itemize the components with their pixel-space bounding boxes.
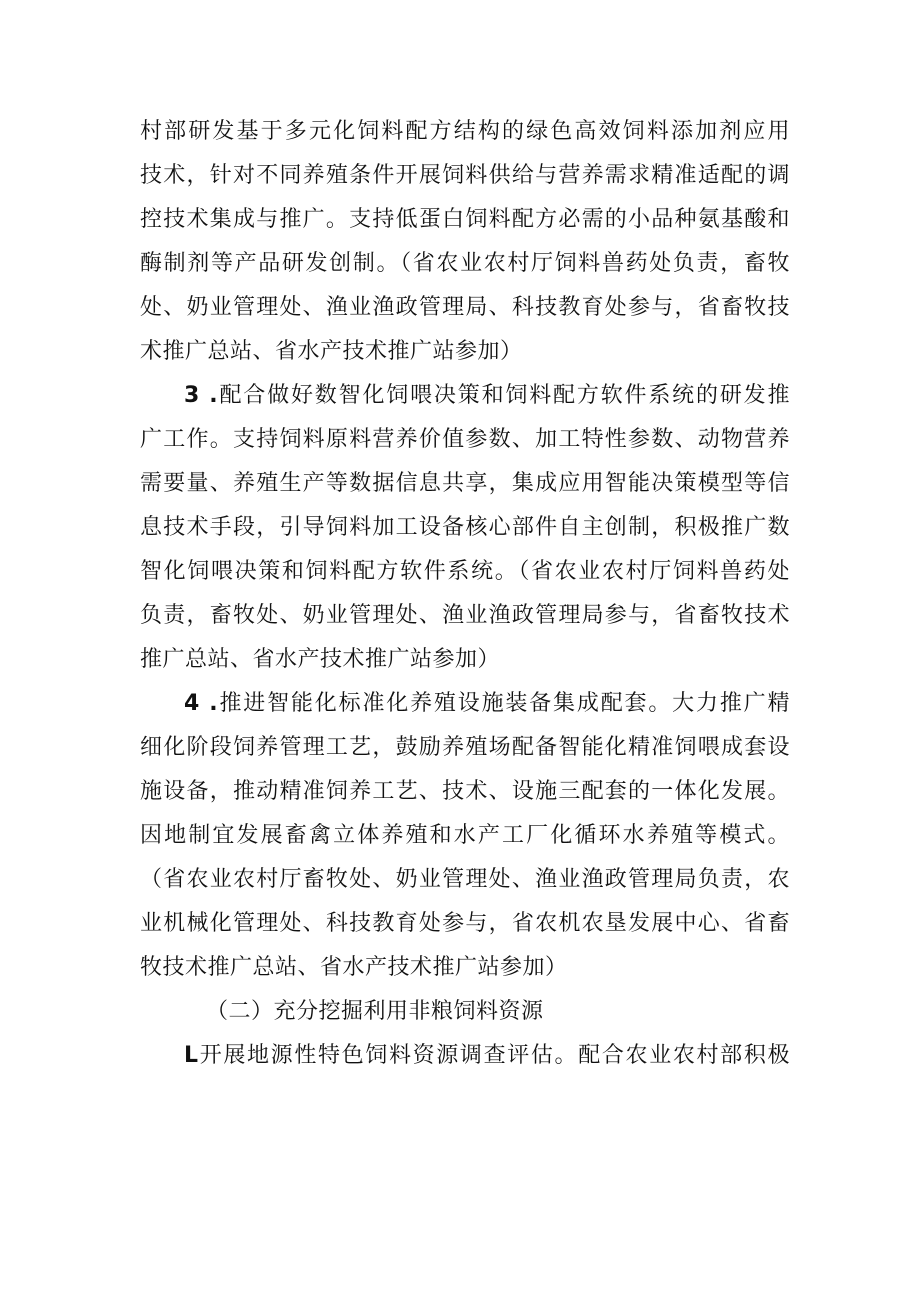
paragraph-line: 细化阶段饲养管理工艺，鼓励养殖场配备智能化精准饲喂成套设	[140, 735, 790, 760]
paragraph-line: 牧技术推广总站、省水产技术推广站参加）	[140, 955, 568, 980]
paragraph-line: 处、奶业管理处、渔业渔政管理局、科技教育处参与，省畜牧技	[140, 295, 790, 320]
section-heading: （二）充分挖掘利用非粮饲料资源	[206, 999, 544, 1024]
item-4-number: 4 .	[184, 691, 219, 716]
paragraph-line: 息技术手段，引导饲料加工设备核心部件自主创制，积极推广数	[140, 515, 790, 540]
paragraph-line: 村部研发基于多元化饲料配方结构的绿色高效饲料添加剂应用	[140, 119, 790, 144]
item-3-first-line	[140, 374, 790, 418]
item-4-first-line	[140, 682, 790, 726]
item-4-text: 推进智能化标准化养殖设施装备集成配套。大力推广精	[218, 691, 790, 716]
document-body	[140, 110, 790, 1078]
item-l-number: L	[184, 1043, 199, 1068]
paragraph-line: 推广总站、省水产技术推广站参加）	[140, 647, 501, 672]
paragraph-line: 广工作。支持饲料原料营养价值参数、加工特性参数、动物营养	[140, 427, 790, 452]
paragraph-line: 控技术集成与推广。支持低蛋白饲料配方必需的小品种氨基酸和	[140, 207, 790, 232]
paragraph-line: 术推广总站、省水产技术推广站参加）	[140, 339, 523, 364]
item-l-first-line	[140, 1034, 790, 1078]
paragraph-line: 负责，畜牧处、奶业管理处、渔业渔政管理局参与，省畜牧技术	[140, 603, 790, 628]
paragraph-line: 酶制剂等产品研发创制。（省农业农村厅饲料兽药处负责，畜牧	[140, 251, 790, 276]
item-l-text: 开展地源性特色饲料资源调查评估。配合农业农村部积极	[198, 1043, 790, 1068]
paragraph-line: 施设备，推动精准饲养工艺、技术、设施三配套的一体化发展。	[140, 779, 790, 804]
paragraph-line: 需要量、养殖生产等数据信息共享，集成应用智能决策模型等信	[140, 471, 790, 496]
paragraph-line: 业机械化管理处、科技教育处参与，省农机农垦发展中心、省畜	[140, 911, 790, 936]
item-3-text: 配合做好数智化饲喂决策和饲料配方软件系统的研发推	[218, 383, 790, 408]
item-3-number: 3 .	[184, 383, 219, 408]
paragraph-line: 技术，针对不同养殖条件开展饲料供给与营养需求精准适配的调	[140, 163, 790, 188]
paragraph-line: 因地制宜发展畜禽立体养殖和水产工厂化循环水养殖等模式。	[140, 823, 790, 848]
paragraph-line: 智化饲喂决策和饲料配方软件系统。（省农业农村厅饲料兽药处	[140, 559, 790, 584]
paragraph-line: （省农业农村厅畜牧处、奶业管理处、渔业渔政管理局负责，农	[140, 867, 790, 892]
